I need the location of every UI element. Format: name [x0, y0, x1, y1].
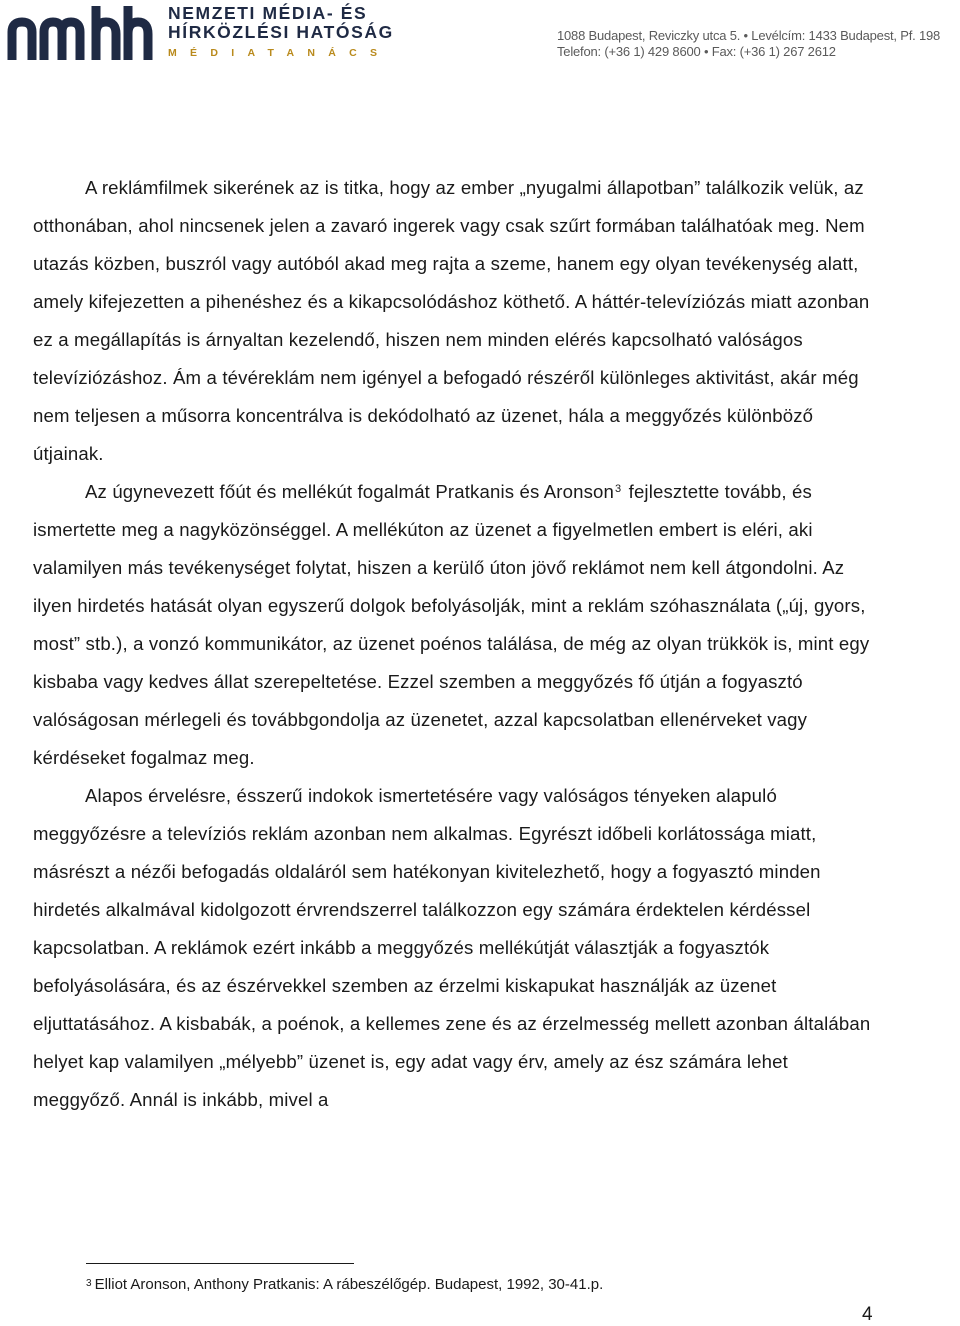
main-text: [33, 169, 881, 1119]
footnote-separator: [86, 1263, 354, 1264]
page-number: 4: [862, 1304, 873, 1325]
footnote-number: 3: [86, 1278, 92, 1289]
org-name-line-2: HÍRKÖZLÉSI HATÓSÁG: [168, 22, 394, 42]
footnote: [86, 1276, 603, 1293]
paragraph-2-start: Az úgynevezett főút és mellékút fogalmát Pratkanis és Aronson: [85, 481, 615, 502]
paragraph-2-rest: fejlesztette tovább, és ismertette meg a nagyközönséggel. A mellékúton az üzenet a figyelmetlen embert is eléri, aki valamilyen más tevékenységet folytat, hiszen a kerülő úton jövő reklámot nem kell átgondolni. Az ilyen hirdetés hatását olyan egyszerű dolgok befolyásolják, mint a reklám szóhasználata („új, gyors, most” stb.), a vonzó kommunikátor, az üzenet poénos találása, de még az olyan trükkök is, mint egy kisbaba vagy kedves állat szerepeltetése. Ezzel szemben a meggyőzés fő útján a fogyasztó valóságosan mérlegeli és továbbgondolja az üzenetet, azzal kapcsolatban ellenérveket vagy kérdéseket fogalmaz meg.: [33, 481, 870, 768]
footnote-reference[interactable]: 3: [615, 483, 622, 495]
org-name-line-1: NEMZETI MÉDIA- ÉS: [168, 3, 368, 23]
paragraph-1: A reklámfilmek sikerének az is titka, hogy az ember „nyugalmi állapotban” találkozik velük, az otthonában, ahol nincsenek jelen a zavaró ingerek vagy csak szűrt formában találhatóak meg. Nem utazás közben, buszról vagy autóból akad meg rajta a szeme, hanem egy olyan tevékenység alatt, amely kifejezetten a pihenéshez és a kikapcsolódáshoz köthető. A háttér-televíziózás miatt azonban ez a megállapítás is árnyaltan kezelendő, hiszen nem minden elérés kapcsolható valóságos televíziózáshoz. Ám a tévéreklám nem igényel a befogadó részéről különleges aktivitást, akár még nem teljesen a műsorra koncentrálva is dekódolható az üzenet, hála a meggyőzés különböző útjainak.: [33, 177, 870, 464]
contact-info: [557, 28, 940, 60]
nmhh-logo-icon: [4, 2, 154, 64]
phone-line: Telefon: (+36 1) 429 8600 • Fax: (+36 1) 267 2612: [557, 44, 836, 59]
paragraph-3: Alapos érvelésre, ésszerű indokok ismertetésére vagy valóságos tényeken alapuló meggyőzésre a televíziós reklám azonban nem alkalmas. Egyrészt időbeli korlátossága miatt, másrészt a nézői befogadás oldaláról sem hatékonyan kivitelezhető, hogy a fogyasztó minden hirdetés alkalmával kidolgozott érvrendszerrel találkozzon egy számára érdektelen kérdéssel kapcsolatban. A reklámok ezért inkább a meggyőzés mellékútját választják a fogyasztók befolyásolására, és az észérvekkel szemben az érzelmi kiskapukat használják az üzenet eljuttatásához. A kisbabák, a poénok, a kellemes zene és az érzelmesség mellett azonban általában helyet kap valamilyen „mélyebb” üzenet is, egy adat vagy érv, amely az ész számára lehet meggyőző. Annál is inkább, mivel a: [33, 785, 871, 1110]
org-subtitle: MÉDIATANÁCS: [168, 47, 391, 59]
organization-name: [168, 4, 394, 63]
letterhead: [0, 0, 960, 70]
address-line: 1088 Budapest, Reviczky utca 5. • Levélcím: 1433 Budapest, Pf. 198: [557, 28, 941, 43]
paragraph-2: [33, 473, 881, 777]
footnote-text: Elliot Aronson, Anthony Pratkanis: A rábeszélőgép. Budapest, 1992, 30-41.p.: [94, 1276, 604, 1293]
